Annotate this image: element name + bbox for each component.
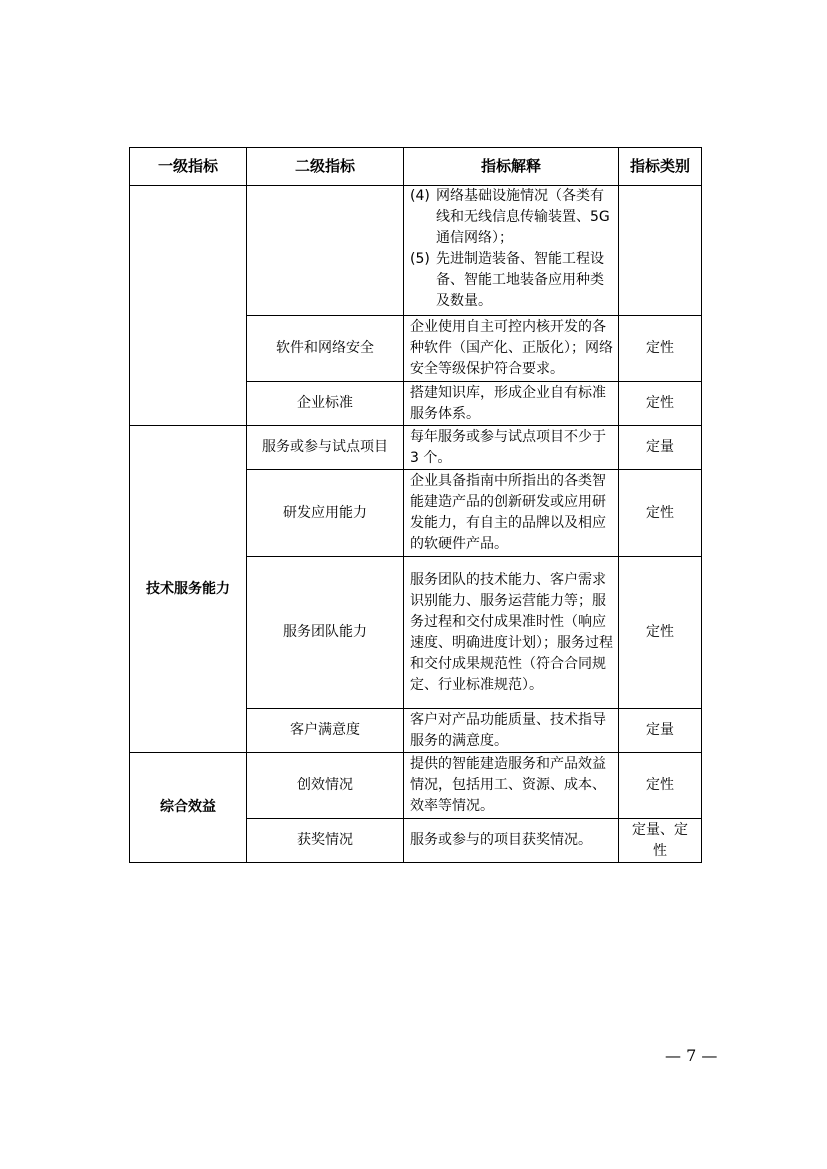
level2-cell-empty bbox=[247, 186, 404, 316]
explain-cell: 搭建知识库，形成企业自有标准服务体系。 bbox=[404, 382, 619, 426]
category-cell: 定性 bbox=[619, 316, 702, 382]
table-row bbox=[130, 753, 702, 819]
level2-cell: 创效情况 bbox=[247, 753, 404, 819]
list-item bbox=[410, 186, 615, 249]
explain-cell: 企业具备指南中所指出的各类智能建造产品的创新研发或应用研发能力，有自主的品牌以及相应的软硬件产品。 bbox=[404, 470, 619, 557]
level2-cell: 客户满意度 bbox=[247, 709, 404, 753]
level1-cell: 综合效益 bbox=[130, 753, 247, 863]
category-cell: 定性 bbox=[619, 382, 702, 426]
category-cell: 定性 bbox=[619, 557, 702, 709]
item-number: (4) bbox=[410, 188, 430, 204]
table-row bbox=[130, 186, 702, 316]
explain-cell: 每年服务或参与试点项目不少于 3 个。 bbox=[404, 426, 619, 470]
level2-cell: 软件和网络安全 bbox=[247, 316, 404, 382]
category-cell-empty bbox=[619, 186, 702, 316]
item-text: 先进制造装备、智能工程设备、智能工地装备应用种类及数量。 bbox=[436, 251, 604, 309]
item-text: 网络基础设施情况（各类有线和无线信息传输装置、5G 通信网络）； bbox=[436, 188, 610, 246]
explain-cell: 客户对产品功能质量、技术指导服务的满意度。 bbox=[404, 709, 619, 753]
explain-cell: 提供的智能建造服务和产品效益情况，包括用工、资源、成本、效率等情况。 bbox=[404, 753, 619, 819]
level2-cell: 企业标准 bbox=[247, 382, 404, 426]
explain-cell: 企业使用自主可控内核开发的各种软件（国产化、正版化）；网络安全等级保护符合要求。 bbox=[404, 316, 619, 382]
explain-cell: 服务或参与的项目获奖情况。 bbox=[404, 819, 619, 863]
level2-cell: 获奖情况 bbox=[247, 819, 404, 863]
header-level2: 二级指标 bbox=[247, 148, 404, 186]
level2-cell: 服务团队能力 bbox=[247, 557, 404, 709]
list-item bbox=[410, 249, 615, 312]
category-cell: 定性 bbox=[619, 470, 702, 557]
item-number: (5) bbox=[410, 251, 430, 267]
level2-cell: 服务或参与试点项目 bbox=[247, 426, 404, 470]
indicator-table bbox=[129, 147, 702, 863]
level2-cell: 研发应用能力 bbox=[247, 470, 404, 557]
category-cell: 定量 bbox=[619, 426, 702, 470]
explain-cell bbox=[404, 186, 619, 316]
page-number: — 7 — bbox=[665, 1046, 718, 1065]
level1-cell: 技术服务能力 bbox=[130, 426, 247, 753]
table-header-row bbox=[130, 148, 702, 186]
explain-cell: 服务团队的技术能力、客户需求识别能力、服务运营能力等；服务过程和交付成果准时性（响应速度、明确进度计划）；服务过程和交付成果规范性（符合合同规定、行业标准规范）。 bbox=[404, 557, 619, 709]
category-cell: 定性 bbox=[619, 753, 702, 819]
header-level1: 一级指标 bbox=[130, 148, 247, 186]
level1-cell-empty bbox=[130, 186, 247, 426]
category-cell: 定量 bbox=[619, 709, 702, 753]
table-row bbox=[130, 426, 702, 470]
header-category: 指标类别 bbox=[619, 148, 702, 186]
header-explain: 指标解释 bbox=[404, 148, 619, 186]
category-cell: 定量、定性 bbox=[619, 819, 702, 863]
